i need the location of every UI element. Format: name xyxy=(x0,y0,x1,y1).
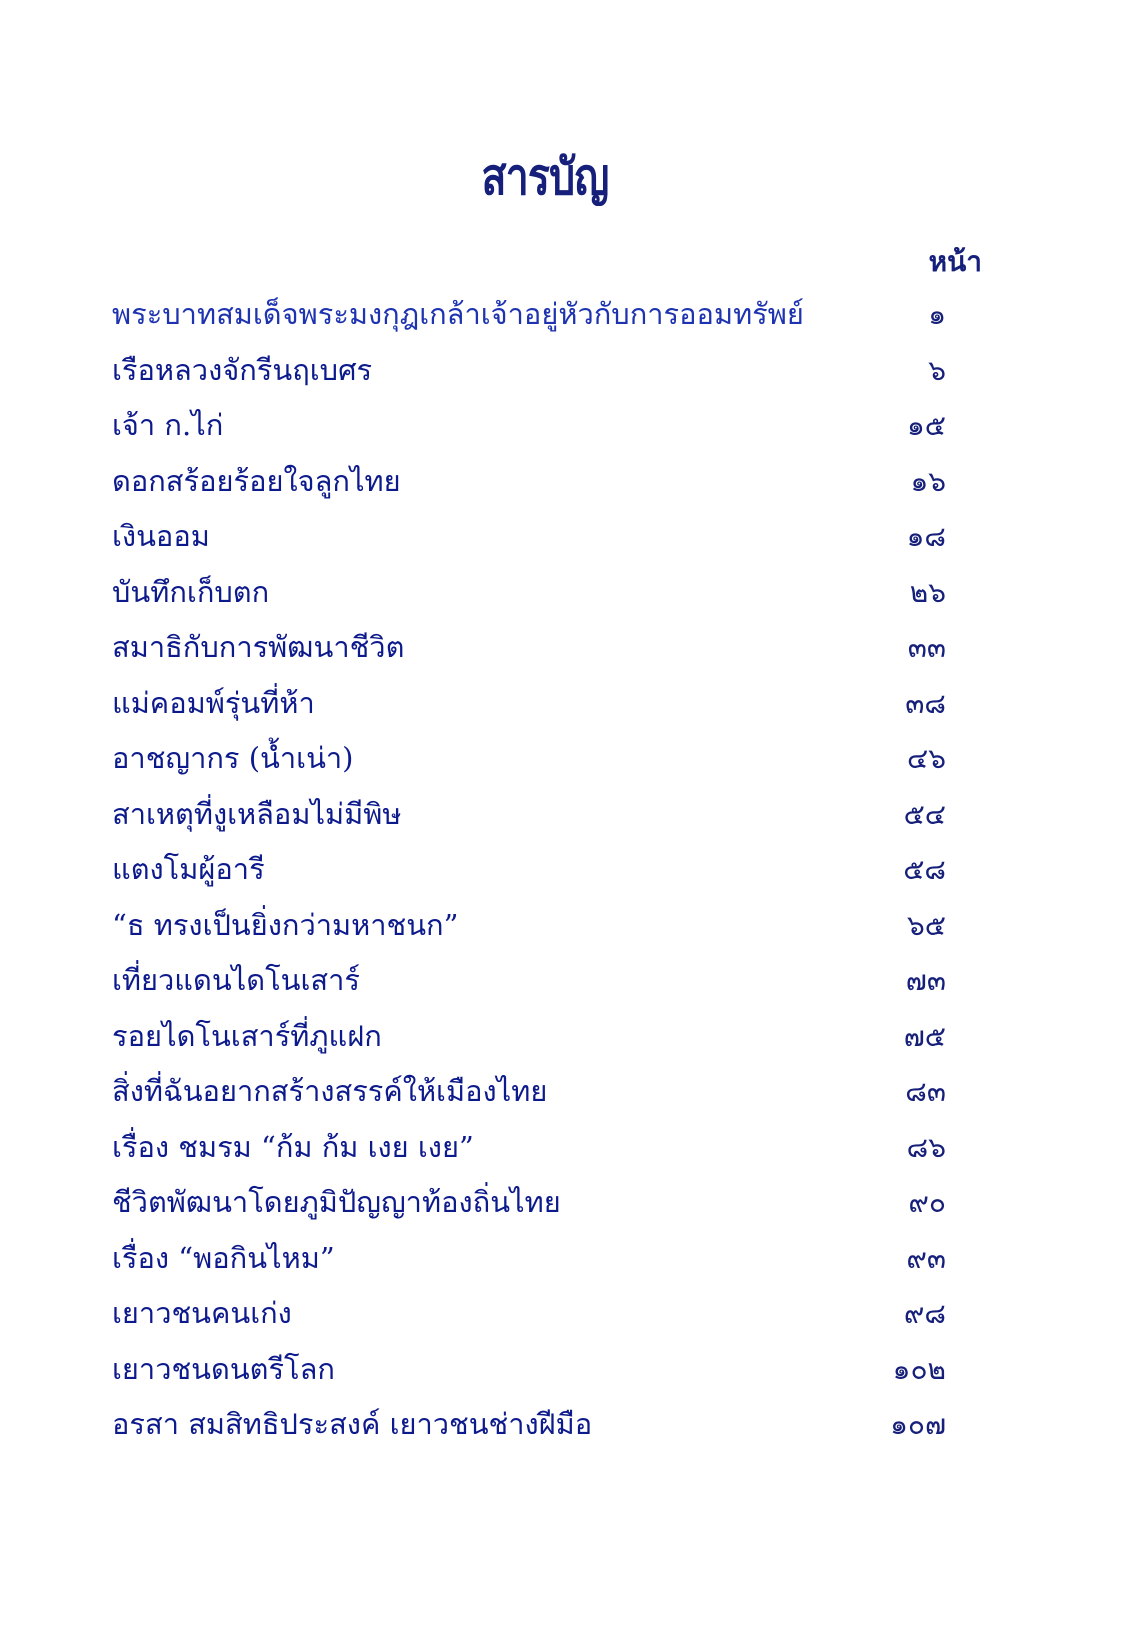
toc-entry-page: ๑๕ xyxy=(907,409,946,442)
toc-entry-title: อาชญากร (น้ำเน่า) xyxy=(112,741,354,775)
toc-entry xyxy=(112,407,990,463)
toc-entry-title: เยาวชนดนตรีโลก xyxy=(112,1351,335,1386)
toc-entry xyxy=(112,685,990,741)
toc-entry-title: แตงโมผู้อารี xyxy=(112,852,265,886)
toc-entry-page: ๔๖ xyxy=(907,742,946,775)
toc-entry xyxy=(112,1240,990,1296)
toc-entry xyxy=(112,1018,990,1074)
toc-entry xyxy=(112,352,990,408)
toc-entry-title: สิ่งที่ฉันอยากสร้างสรรค์ให้เมืองไทย xyxy=(112,1074,548,1108)
toc-entry-page: ๑ xyxy=(928,298,946,331)
toc-entry-title: เรื่อง “พอกินไหม” xyxy=(112,1240,335,1275)
toc-entry-title: ดอกสร้อยร้อยใจลูกไทย xyxy=(112,463,401,498)
page-column-header: หน้า xyxy=(928,245,982,278)
toc-entry-title: สาเหตุที่งูเหลือมไม่มีพิษ xyxy=(112,796,402,831)
toc-entry-page: ๙๘ xyxy=(903,1297,946,1330)
toc-entry xyxy=(112,1351,990,1407)
toc-entry-title: สมาธิกับการพัฒนาชีวิต xyxy=(112,630,405,664)
page-title: สารบัญ xyxy=(481,148,609,206)
toc-entry-title: พระบาทสมเด็จพระมงกุฎเกล้าเจ้าอยู่หัวกับการออมทรัพย์ xyxy=(112,297,804,331)
toc-entry xyxy=(112,796,990,852)
toc-entry-page: ๘๖ xyxy=(906,1130,946,1164)
toc-entry-page: ๕๘ xyxy=(903,853,946,886)
toc-entry xyxy=(112,1073,990,1129)
toc-entry-page: ๖๕ xyxy=(907,908,946,942)
toc-entry-page: ๘๓ xyxy=(905,1075,946,1108)
toc-entry xyxy=(112,629,990,685)
toc-entry-page: ๑๐๒ xyxy=(892,1352,946,1386)
toc-entry-title: เงินออม xyxy=(112,519,210,553)
toc-entry-page: ๗๓ xyxy=(905,964,946,997)
toc-entry-page: ๙๐ xyxy=(908,1186,946,1219)
toc-entry xyxy=(112,907,990,963)
toc-entry-title: “ธ ทรงเป็นยิ่งกว่ามหาชนก” xyxy=(112,907,459,942)
toc-entry-page: ๗๕ xyxy=(903,1019,946,1053)
toc-entry-title: อรสา สมสิทธิประสงค์ เยาวชนช่างฝีมือ xyxy=(112,1407,593,1441)
toc-entry-page: ๑๐๗ xyxy=(890,1408,946,1441)
toc-entry-title: เยาวชนคนเก่ง xyxy=(112,1296,292,1330)
toc-entry-page: ๑๖ xyxy=(910,464,946,498)
toc-entry xyxy=(112,574,990,630)
toc-entry xyxy=(112,1406,990,1462)
toc-entry xyxy=(112,518,990,574)
toc-entry-page: ๓๓ xyxy=(907,631,946,664)
toc-entry-title: เที่ยวแดนไดโนเสาร์ xyxy=(112,963,360,997)
toc-entry xyxy=(112,740,990,796)
toc-entry xyxy=(112,1295,990,1351)
toc-entry-page: ๑๘ xyxy=(906,520,946,553)
toc-entry xyxy=(112,1184,990,1240)
toc-entry xyxy=(112,463,990,519)
toc-entry xyxy=(112,851,990,907)
toc-entry-page: ๓๘ xyxy=(905,686,946,720)
toc-entry-title: เรื่อง ชมรม “ก้ม ก้ม เงย เงย” xyxy=(112,1129,474,1164)
toc-entry-title: รอยไดโนเสาร์ที่ภูแฝก xyxy=(112,1018,382,1053)
toc-list xyxy=(112,296,990,1462)
toc-entry-title: แม่คอมพ์รุ่นที่ห้า xyxy=(112,685,315,720)
toc-entry-page: ๕๔ xyxy=(903,797,946,831)
toc-entry-page: ๒๖ xyxy=(909,575,946,609)
toc-entry-page: ๖ xyxy=(928,353,946,387)
toc-entry xyxy=(112,1129,990,1185)
toc-entry xyxy=(112,962,990,1018)
toc-entry-title: ชีวิตพัฒนาโดยภูมิปัญญาท้องถิ่นไทย xyxy=(112,1185,561,1219)
toc-entry xyxy=(112,296,990,352)
toc-entry-page: ๙๓ xyxy=(906,1241,946,1275)
toc-entry-title: บันทึกเก็บตก xyxy=(112,574,270,609)
toc-entry-title: เรือหลวงจักรีนฤเบศร xyxy=(112,352,373,387)
toc-entry-title: เจ้า ก.ไก่ xyxy=(112,408,224,442)
